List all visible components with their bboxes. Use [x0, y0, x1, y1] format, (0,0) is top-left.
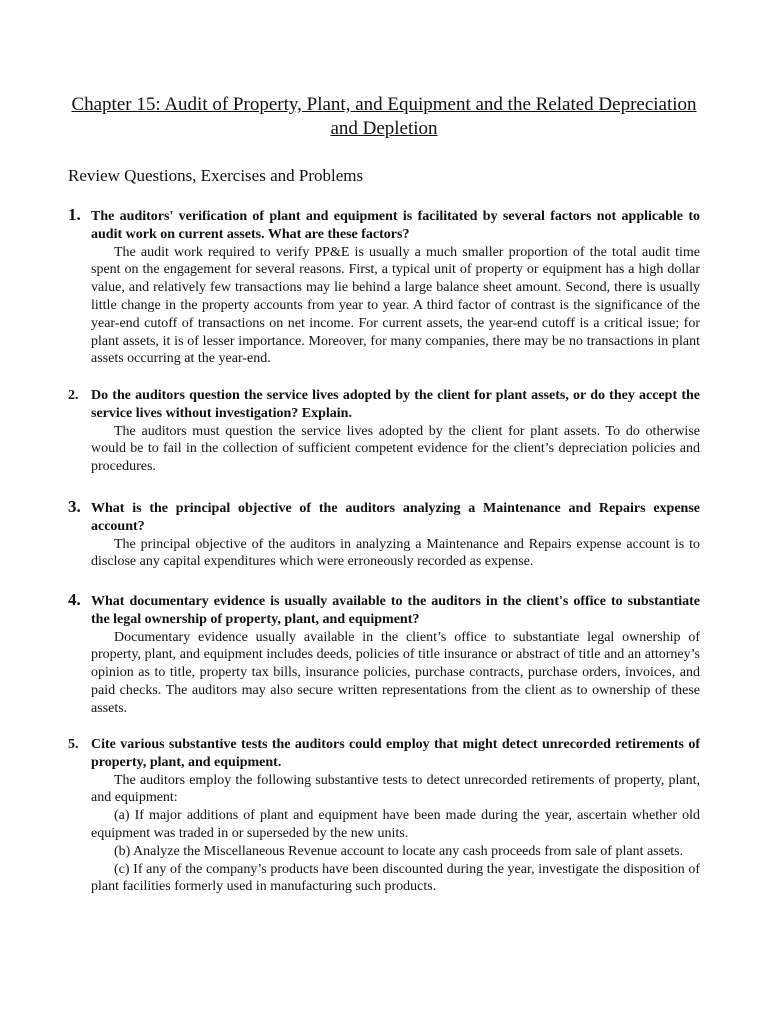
question-body: Do the auditors question the service lives adopted by the client for plant assets, or do they accept the service lives without investigation? Explain. — [91, 388, 700, 421]
chapter-title: Chapter 15: Audit of Property, Plant, and Equipment and the Related Depreciation and Depletion — [71, 94, 697, 139]
question-block-3 — [68, 497, 700, 571]
question-block-5 — [68, 736, 700, 896]
question-body: What is the principal objective of the auditors analyzing a Maintenance and Repairs expense account? — [91, 501, 700, 534]
question-text — [68, 497, 700, 536]
question-block-4 — [68, 590, 700, 718]
question-text — [68, 590, 700, 629]
answer-sub-item: (a) If major additions of plant and equipment have been made during the year, ascertain whether old equipment was traded in or superseded by the new units. — [91, 808, 700, 841]
question-body: What documentary evidence is usually available to the auditors in the client's office to substantiate the legal ownership of property, plant, and equipment? — [91, 594, 700, 627]
question-text — [68, 205, 700, 244]
question-text — [68, 736, 700, 772]
answer-paragraph: The auditors must question the service lives adopted by the client for plant assets. To do otherwise would be to fail in the collection of sufficient competent evidence for the client’s depreciation policies and procedures. — [91, 423, 700, 475]
question-number: 4. — [68, 590, 81, 609]
question-number: 5. — [68, 737, 79, 752]
answer-paragraph: The auditors employ the following substantive tests to detect unrecorded retirements of property, plant, and equipment: — [91, 772, 700, 806]
question-text — [68, 387, 700, 423]
answer-sub-item: (b) Analyze the Miscellaneous Revenue account to locate any cash proceeds from sale of plant assets. — [114, 843, 684, 859]
question-block-2 — [68, 387, 700, 476]
question-number: 2. — [68, 388, 79, 403]
answer-paragraph: Documentary evidence usually available in the client’s office to substantiate legal ownership of property, plant, and equipment includes deeds, policies of title insurance or abstract of title and an attorney’s opinion as to title, property tax bills, insurance policies, purchase contracts, purchase orders, invoices, and paid checks. The auditors may also secure written representations from the client as to ownership of these assets. — [91, 629, 700, 716]
question-number: 3. — [68, 497, 81, 516]
question-body: Cite various substantive tests the auditors could employ that might detect unrecorded retirements of property, plant, and equipment. — [91, 737, 700, 770]
section-heading: Review Questions, Exercises and Problems — [68, 166, 364, 185]
answer-sub-item: (c) If any of the company’s products have been discounted during the year, investigate the disposition of plant facilities formerly used in manufacturing such products. — [91, 861, 700, 895]
question-body: The auditors' verification of plant and equipment is facilitated by several factors not applicable to audit work on current assets. What are these factors? — [91, 209, 700, 242]
question-block-1 — [68, 205, 700, 368]
answer-paragraph: The audit work required to verify PP&E is usually a much smaller proportion of the total audit time spent on the engagement for several reasons. First, a typical unit of property or equipment has a high dollar value, and relatively few transactions may lie behind a large balance sheet amount. Second, there is usually little change in the property accounts from year to year. A third factor of contrast is the significance of the year-end cutoff of transactions on net income. For current assets, the year-end cutoff is a critical issue; for plant assets, it is of lesser importance. Moreover, for many companies, there may be no transactions in plant assets occurring at the year-end. — [91, 244, 700, 367]
answer-paragraph: The principal objective of the auditors in analyzing a Maintenance and Repairs expense account is to disclose any capital expenditures which were erroneously recorded as expense. — [91, 536, 700, 570]
question-number: 1. — [68, 205, 81, 224]
